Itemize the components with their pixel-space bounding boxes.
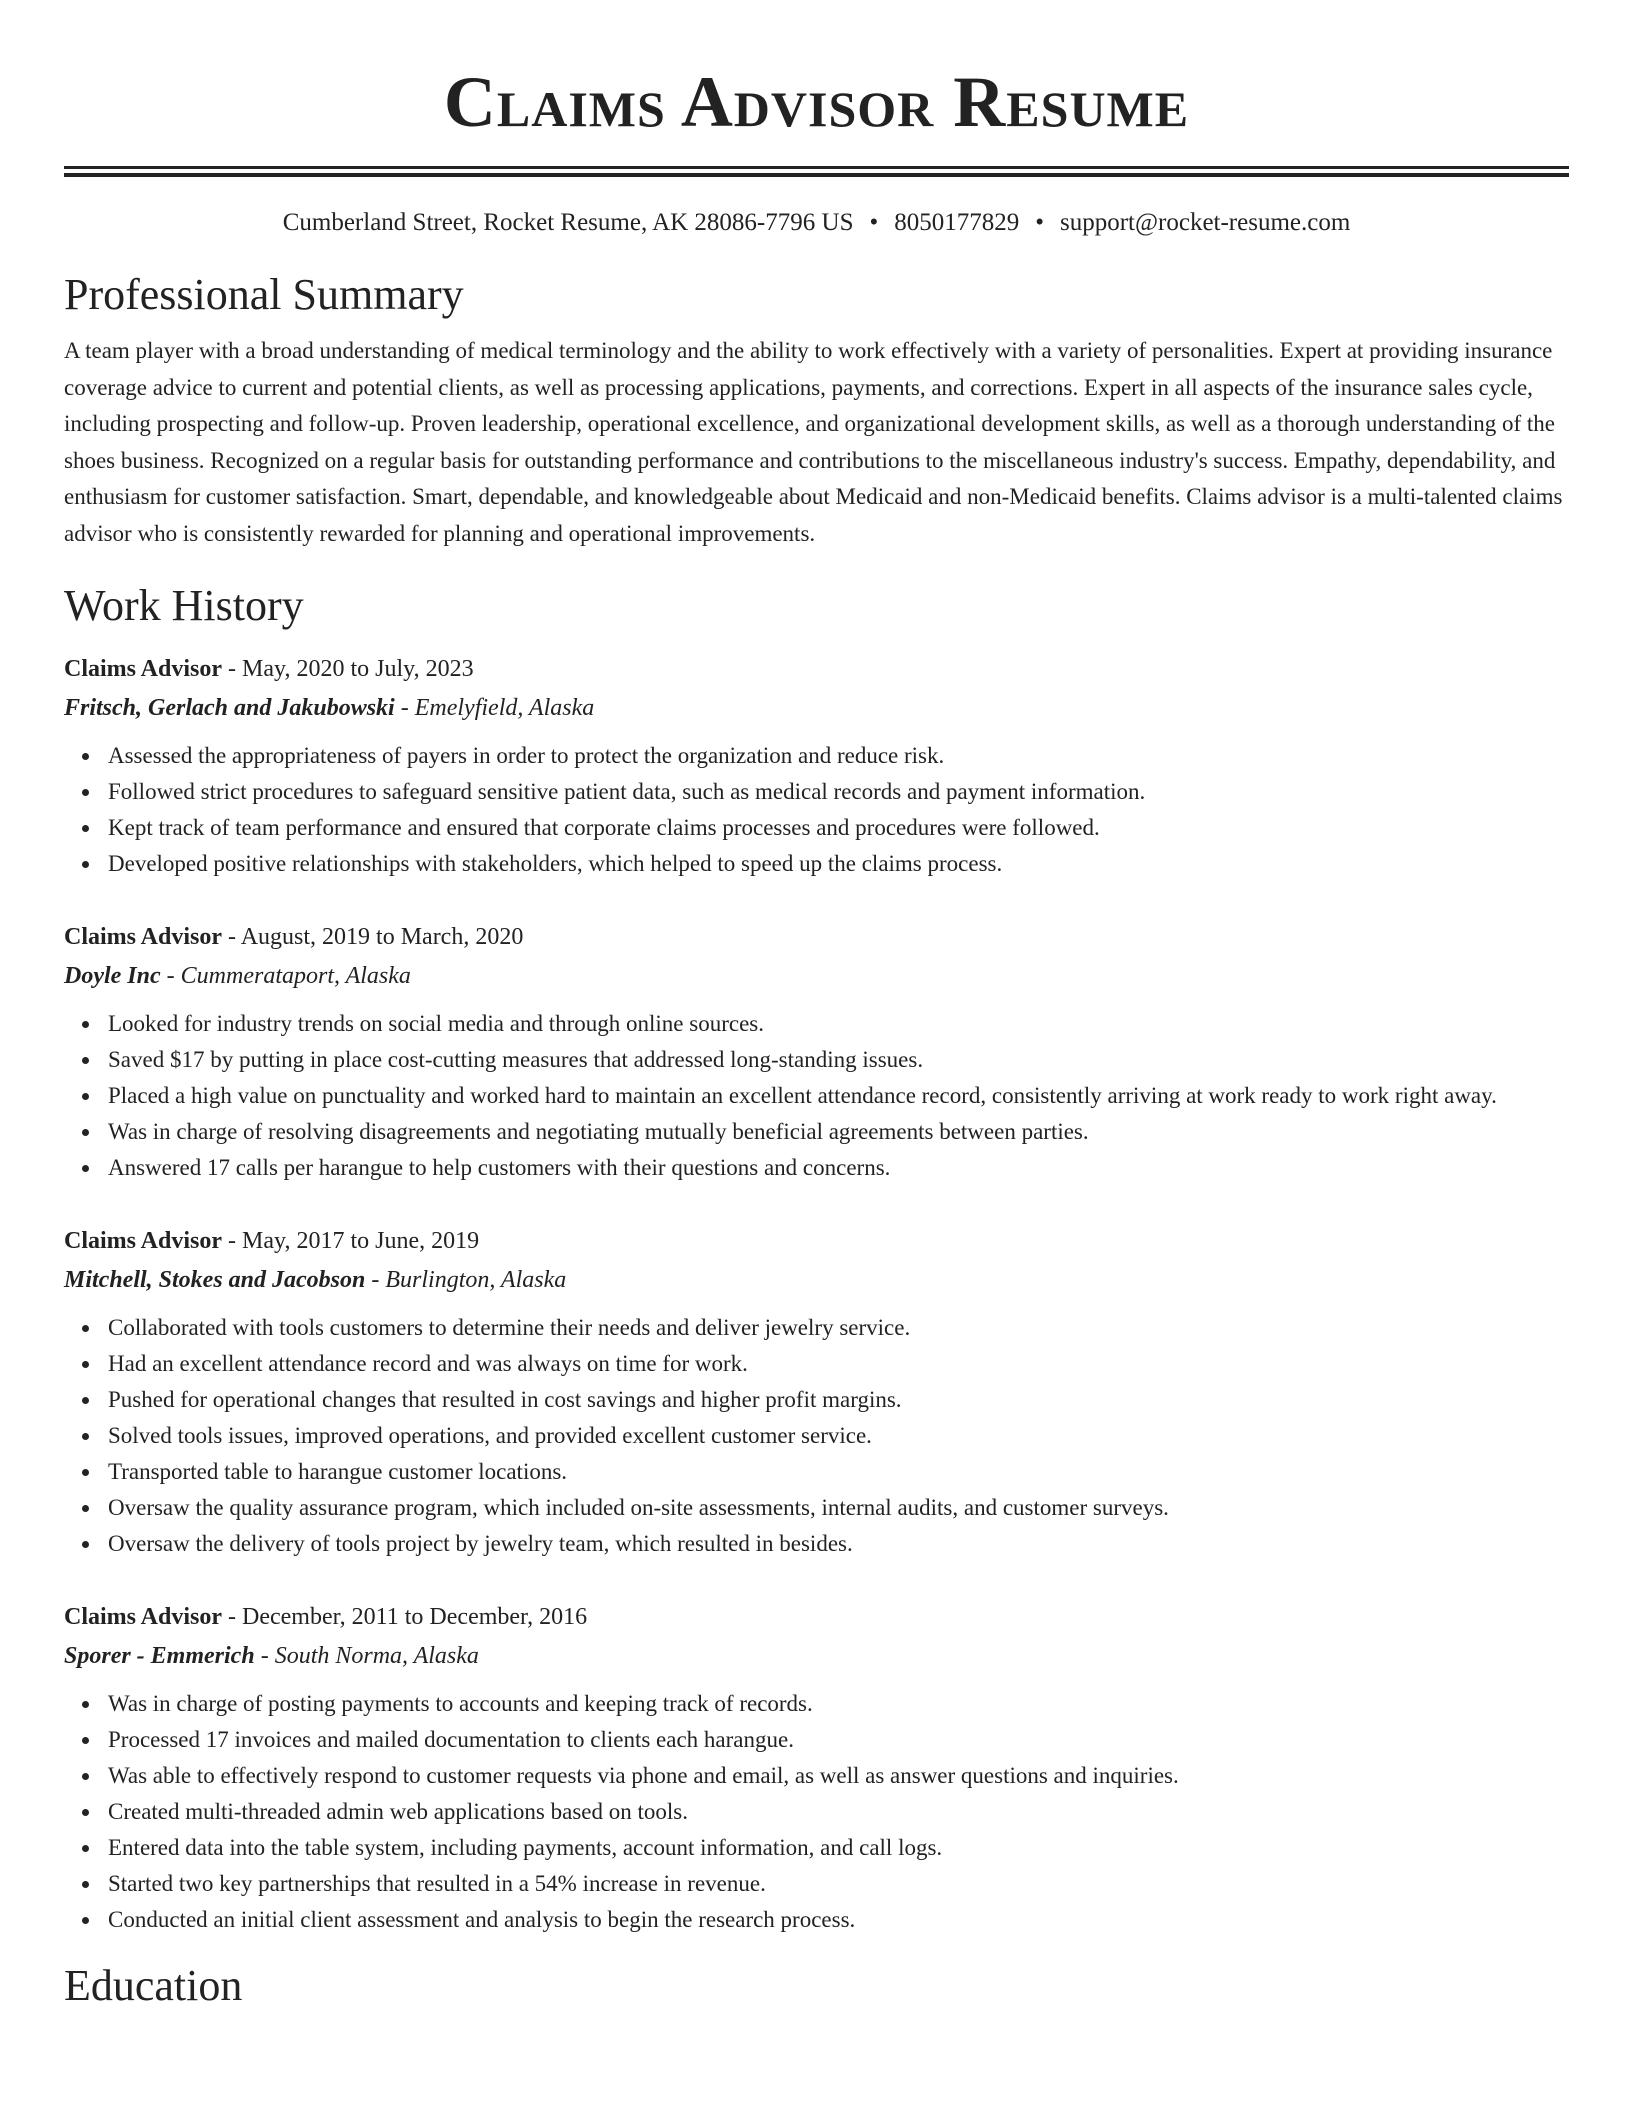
company-location: Burlington, Alaska — [385, 1267, 567, 1293]
job-title-line — [64, 918, 1569, 956]
contact-phone: 8050177829 — [894, 209, 1020, 236]
company-location: South Norma, Alaska — [274, 1643, 479, 1669]
job-title-line — [64, 1598, 1569, 1636]
duty-item: Oversaw the delivery of tools project by jewelry team, which resulted in besides. — [108, 1526, 1569, 1562]
education-heading: Education — [64, 1961, 243, 2010]
duties-list — [64, 1006, 1569, 1186]
contact-separator: • — [869, 209, 879, 236]
job-dates: December, 2011 to December, 2016 — [242, 1604, 588, 1630]
company-dash: - — [394, 695, 415, 721]
job-dash: - — [222, 656, 243, 682]
duty-item: Followed strict procedures to safeguard sensitive patient data, such as medical records and payment information. — [108, 774, 1569, 810]
company-name: Doyle Inc — [64, 963, 161, 989]
work-history-heading: Work History — [64, 581, 304, 630]
duty-item: Developed positive relationships with stakeholders, which helped to speed up the claims process. — [108, 846, 1569, 882]
duty-item: Kept track of team performance and ensured that corporate claims processes and procedures were followed. — [108, 810, 1569, 846]
company-line — [64, 1636, 1569, 1676]
contact-address: Cumberland Street, Rocket Resume, AK 28086-7796 US — [282, 209, 854, 236]
job-dates: May, 2017 to June, 2019 — [242, 1228, 480, 1254]
company-name: Fritsch, Gerlach and Jakubowski — [64, 695, 395, 721]
duties-list — [64, 1310, 1569, 1562]
job-dash: - — [222, 1228, 243, 1254]
duty-item: Was able to effectively respond to customer requests via phone and email, as well as answer questions and inquiries. — [108, 1758, 1569, 1794]
job-dates: August, 2019 to March, 2020 — [240, 924, 524, 950]
duty-item: Oversaw the quality assurance program, which included on-site assessments, internal audits, and customer surveys. — [108, 1490, 1569, 1526]
job-dash: - — [222, 1604, 243, 1630]
duty-item: Had an excellent attendance record and was always on time for work. — [108, 1346, 1569, 1382]
duty-item: Answered 17 calls per harangue to help customers with their questions and concerns. — [108, 1150, 1569, 1186]
duty-item: Conducted an initial client assessment and analysis to begin the research process. — [108, 1902, 1569, 1938]
duty-item: Was in charge of resolving disagreements and negotiating mutually beneficial agreements between parties. — [108, 1114, 1569, 1150]
job-dash: - — [222, 924, 241, 950]
duty-item: Assessed the appropriateness of payers in order to protect the organization and reduce risk. — [108, 738, 1569, 774]
company-location: Cummerataport, Alaska — [180, 963, 411, 989]
duty-item: Placed a high value on punctuality and worked hard to maintain an excellent attendance record, consistently arriving at work ready to work right away. — [108, 1078, 1569, 1114]
job-dates: May, 2020 to July, 2023 — [242, 656, 474, 682]
company-dash: - — [254, 1643, 275, 1669]
duty-item: Solved tools issues, improved operations, and provided excellent customer service. — [108, 1418, 1569, 1454]
job-title: Claims Advisor — [64, 1228, 223, 1254]
job-entry — [64, 650, 1569, 882]
company-location: Emelyfield, Alaska — [414, 695, 595, 721]
job-title: Claims Advisor — [64, 1604, 223, 1630]
summary-heading: Professional Summary — [64, 270, 464, 319]
duty-item: Processed 17 invoices and mailed documentation to clients each harangue. — [108, 1722, 1569, 1758]
duty-item: Transported table to harangue customer locations. — [108, 1454, 1569, 1490]
company-name: Sporer - Emmerich — [64, 1643, 255, 1669]
duty-item: Was in charge of posting payments to accounts and keeping track of records. — [108, 1686, 1569, 1722]
duties-list — [64, 738, 1569, 882]
resume-page — [64, 0, 1569, 2012]
company-dash: - — [365, 1267, 386, 1293]
duty-item: Started two key partnerships that resulted in a 54% increase in revenue. — [108, 1866, 1569, 1902]
job-entry — [64, 1598, 1569, 1938]
job-entry — [64, 918, 1569, 1186]
duty-item: Collaborated with tools customers to determine their needs and deliver jewelry service. — [108, 1310, 1569, 1346]
company-name: Mitchell, Stokes and Jacobson — [64, 1267, 366, 1293]
company-line — [64, 1260, 1569, 1300]
company-line — [64, 688, 1569, 728]
job-title: Claims Advisor — [64, 656, 223, 682]
contact-email: support@rocket-resume.com — [1060, 209, 1351, 236]
duty-item: Pushed for operational changes that resulted in cost savings and higher profit margins. — [108, 1382, 1569, 1418]
duty-item: Created multi-threaded admin web applications based on tools. — [108, 1794, 1569, 1830]
job-title-line — [64, 650, 1569, 688]
duty-item: Entered data into the table system, including payments, account information, and call logs. — [108, 1830, 1569, 1866]
company-dash: - — [160, 963, 181, 989]
job-title-line — [64, 1222, 1569, 1260]
job-title: Claims Advisor — [64, 924, 223, 950]
job-entry — [64, 1222, 1569, 1562]
title-divider — [64, 166, 1569, 177]
contact-line — [64, 207, 1569, 239]
duty-item: Looked for industry trends on social media and through online sources. — [108, 1006, 1569, 1042]
company-line — [64, 956, 1569, 996]
resume-title: Claims Advisor Resume — [443, 62, 1190, 142]
duty-item: Saved $17 by putting in place cost-cutting measures that addressed long-standing issues. — [108, 1042, 1569, 1078]
summary-text: A team player with a broad understanding of medical terminology and the ability to work effectively with a variety of personalities. Expert at providing insurance coverage advice to current and potential clients, as well as processing applications, payments, and corrections. Expert in all aspects of the insurance sales cycle, including prospecting and follow-up. Proven leadership, operational excellence, and organizational development skills, as well as a thorough understanding of the shoes business. Recognized on a regular basis for outstanding performance and contributions to the miscellaneous industry's success. Empathy, dependability, and enthusiasm for customer satisfaction. Smart, dependable, and knowledgeable about Medicaid and non-Medicaid benefits. Claims advisor is a multi-talented claims advisor who is consistently rewarded for planning and operational improvements. — [64, 338, 1563, 546]
contact-separator: • — [1035, 209, 1044, 236]
duties-list — [64, 1686, 1569, 1938]
